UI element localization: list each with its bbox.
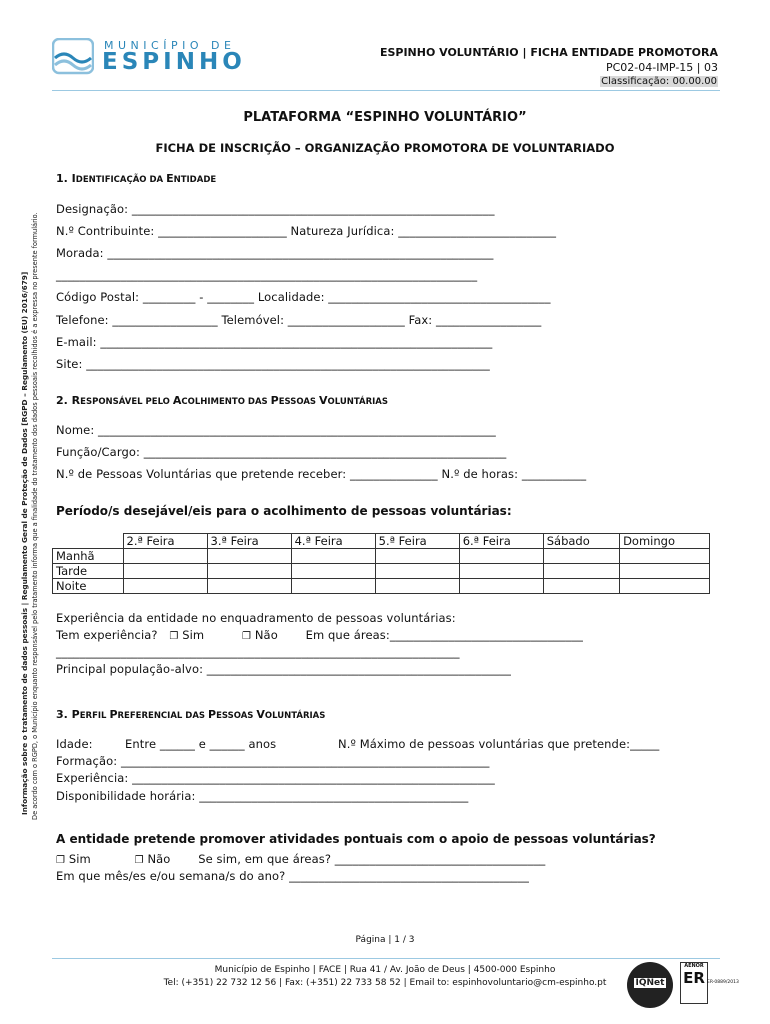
experience-question-label: Tem experiência? <box>56 628 158 642</box>
schedule-cell[interactable] <box>291 579 375 594</box>
heading-initial: V <box>319 394 328 407</box>
pontuais-sim-label: Sim <box>68 852 91 866</box>
side-rgpd-text: De acordo com o RGPD, o Município enquanto responsável pelo tratamento informa que a finalidade do tratamento dos dados pessoais recolhidos é a expressa no presente formulário. <box>31 212 39 820</box>
header-classification: Classificação: 00.00.00 <box>601 76 717 87</box>
row-label: Noite <box>53 579 124 594</box>
logo-line1: MUNICÍPIO DE <box>104 39 236 52</box>
schedule-cell[interactable] <box>543 579 619 594</box>
pontuais-areas-field[interactable]: Se sim, em que áreas? ____________________________________ <box>198 852 546 866</box>
schedule-cell[interactable] <box>543 549 619 564</box>
footer-contacts: Tel: (+351) 22 732 12 56 | Fax: (+351) 22 733 58 52 | Email to: espinhovoluntario@cm-espinho.pt <box>163 978 607 988</box>
period-heading: Período/s desejável/eis para o acolhimento de pessoas voluntárias: <box>56 504 512 518</box>
schedule-cell[interactable] <box>207 579 291 594</box>
checkbox-icon[interactable]: ❐ <box>134 855 144 866</box>
idade-range-field[interactable]: Entre ______ e ______ anos <box>125 737 277 751</box>
table-row <box>53 564 710 579</box>
schedule-cell[interactable] <box>123 564 207 579</box>
section1-heading <box>56 172 216 185</box>
contribuinte-field[interactable]: N.º Contribuinte: ______________________ Natureza Jurídica: ___________________________ <box>56 224 557 238</box>
num-pessoas-field[interactable]: N.º de Pessoas Voluntárias que pretende receber: _______________ N.º de horas: ___________ <box>56 467 587 481</box>
day-header: 5.ª Feira <box>375 534 459 549</box>
nome-field[interactable]: Nome: ____________________________________________________________________ <box>56 423 496 437</box>
section3-number: 3. <box>56 708 72 721</box>
schedule-corner <box>53 534 124 549</box>
aenor-label: AENOR <box>684 963 704 969</box>
experience-nao-label: Não <box>254 628 278 642</box>
heading-rest: DENTIFICAÇÃO DA <box>75 175 167 185</box>
heading-rest: COLHIMENTO DAS <box>181 397 271 407</box>
schedule-cell[interactable] <box>291 549 375 564</box>
schedule-cell[interactable] <box>207 564 291 579</box>
heading-initial: P <box>71 708 80 721</box>
max-pessoas-field[interactable]: N.º Máximo de pessoas voluntárias que pretende:_____ <box>338 737 660 751</box>
iqnet-label: IQNet <box>635 978 665 988</box>
experience-question <box>56 628 583 642</box>
logo-line2: ESPINHO <box>102 49 246 75</box>
experience-intro: Experiência da entidade no enquadramento de pessoas voluntárias: <box>56 611 456 625</box>
pontuais-options <box>56 852 545 866</box>
table-row <box>53 579 710 594</box>
heading-initial: P <box>208 708 217 721</box>
section3-heading <box>56 708 325 721</box>
aenor-seal <box>680 962 708 1004</box>
checkbox-icon[interactable]: ❐ <box>169 631 179 642</box>
side-rgpd-title: Informação sobre o tratamento de dados pessoais | Regulamento Geral de Proteção de Dados [RGPD – Regulamento (EU) 2016/679] <box>20 271 29 815</box>
heading-initial: A <box>172 394 182 407</box>
heading-rest: REFERENCIAL DAS <box>117 711 208 721</box>
table-row <box>53 549 710 564</box>
logo-waves-icon <box>52 38 94 76</box>
schedule-table <box>52 533 710 594</box>
schedule-header-row <box>53 534 710 549</box>
heading-initial: P <box>109 708 118 721</box>
heading-initial: E <box>166 172 174 185</box>
schedule-cell[interactable] <box>291 564 375 579</box>
schedule-cell[interactable] <box>375 549 459 564</box>
pontuais-heading: A entidade pretende promover atividades pontuais com o apoio de pessoas voluntárias? <box>56 832 656 846</box>
site-field[interactable]: Site: _____________________________________________________________________ <box>56 357 490 371</box>
schedule-cell[interactable] <box>459 549 543 564</box>
email-field[interactable]: E-mail: ___________________________________________________________________ <box>56 335 493 349</box>
heading-rest: OLUNTÁRIAS <box>264 711 326 721</box>
header-rule <box>52 90 720 91</box>
page-number: Página | 1 / 3 <box>355 935 415 945</box>
experience-areas-line[interactable]: _____________________________________________________________________ <box>56 645 460 659</box>
heading-rest: ERFIL <box>79 711 110 721</box>
footer-rule <box>52 958 720 959</box>
page-subtitle: FICHA DE INSCRIÇÃO – ORGANIZAÇÃO PROMOTORA DE VOLUNTARIADO <box>155 141 615 155</box>
idade-label: Idade: <box>56 737 93 751</box>
header-title: ESPINHO VOLUNTÁRIO | FICHA ENTIDADE PROMOTORA <box>379 46 718 59</box>
experience-areas-field[interactable]: Em que áreas:_________________________________ <box>305 628 583 642</box>
heading-initial: R <box>71 394 81 407</box>
day-header: Sábado <box>543 534 619 549</box>
schedule-cell[interactable] <box>459 579 543 594</box>
day-header: Domingo <box>620 534 710 549</box>
heading-initial: V <box>256 708 265 721</box>
disponibilidade-field[interactable]: Disponibilidade horária: ______________________________________________ <box>56 789 469 803</box>
section2-heading <box>56 394 388 407</box>
experience-sim-label: Sim <box>182 628 205 642</box>
page-title: PLATAFORMA “ESPINHO VOLUNTÁRIO” <box>243 110 527 125</box>
heading-rest: NTIDADE <box>173 175 217 185</box>
schedule-cell[interactable] <box>207 549 291 564</box>
heading-rest: ESSOAS <box>216 711 257 721</box>
checkbox-icon[interactable]: ❐ <box>56 855 66 866</box>
day-header: 3.ª Feira <box>207 534 291 549</box>
schedule-cell[interactable] <box>375 564 459 579</box>
pontuais-quando-field[interactable]: Em que mês/es e/ou semana/s do ano? _________________________________________ <box>56 869 529 883</box>
schedule-cell[interactable] <box>375 579 459 594</box>
logo <box>52 38 252 78</box>
designacao-field[interactable]: Designação: ______________________________________________________________ <box>56 202 495 216</box>
schedule-cell[interactable] <box>620 564 710 579</box>
footer-address: Município de Espinho | FACE | Rua 41 / Av. João de Deus | 4500-000 Espinho <box>214 965 556 975</box>
aenor-code: ER-0889/2013 <box>707 980 739 985</box>
heading-rest: ESPONSÁVEL PELO <box>80 397 173 407</box>
pontuais-nao-label: Não <box>147 852 171 866</box>
day-header: 4.ª Feira <box>291 534 375 549</box>
checkbox-icon[interactable]: ❐ <box>242 631 252 642</box>
experiencia-field[interactable]: Experiência: ______________________________________________________________ <box>56 771 495 785</box>
schedule-cell[interactable] <box>123 579 207 594</box>
day-header: 2.ª Feira <box>123 534 207 549</box>
section2-number: 2. <box>56 394 72 407</box>
section3-heading-text <box>72 708 326 721</box>
header-code: PC02-04-IMP-15 | 03 <box>605 61 718 74</box>
section1-number: 1. <box>56 172 72 185</box>
morada-field-2[interactable]: ________________________________________________________________________ <box>56 268 478 282</box>
section2-heading-text <box>72 394 388 407</box>
schedule-cell[interactable] <box>620 579 710 594</box>
iqnet-seal <box>627 962 673 1008</box>
er-label: ER <box>683 969 705 987</box>
section1-heading-text <box>72 172 217 185</box>
funcao-field[interactable]: Função/Cargo: ______________________________________________________________ <box>56 445 507 459</box>
heading-initial: P <box>270 394 279 407</box>
formacao-field[interactable]: Formação: _______________________________________________________________ <box>56 754 490 768</box>
row-label: Manhã <box>53 549 124 564</box>
schedule-cell[interactable] <box>543 564 619 579</box>
day-header: 6.ª Feira <box>459 534 543 549</box>
schedule-cell[interactable] <box>459 564 543 579</box>
morada-field[interactable]: Morada: __________________________________________________________________ <box>56 246 494 260</box>
populacao-field[interactable]: Principal população-alvo: ____________________________________________________ <box>56 662 512 676</box>
schedule-cell[interactable] <box>123 549 207 564</box>
schedule-cell[interactable] <box>620 549 710 564</box>
heading-rest: OLUNTÁRIAS <box>327 397 389 407</box>
heading-initial: I <box>71 172 76 185</box>
row-label: Tarde <box>53 564 124 579</box>
telefone-field[interactable]: Telefone: __________________ Telemóvel: ____________________ Fax: __________________ <box>56 313 542 327</box>
codigo-postal-field[interactable]: Código Postal: _________ - ________ Localidade: ______________________________________ <box>56 290 551 304</box>
heading-rest: ESSOAS <box>278 397 320 407</box>
